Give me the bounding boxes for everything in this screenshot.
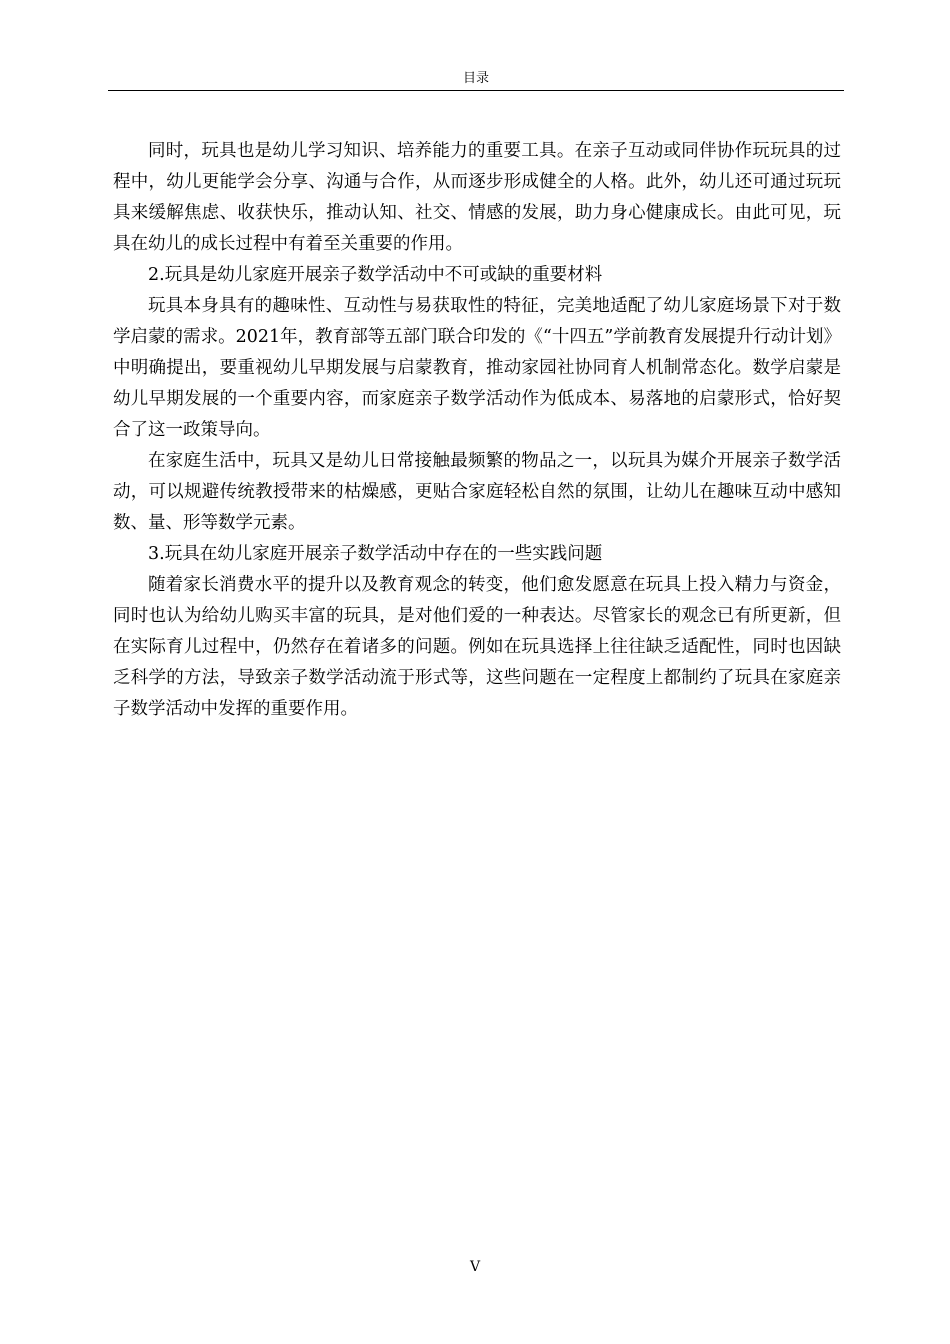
- paragraph-1: 同时，玩具也是幼儿学习知识、培养能力的重要工具。在亲子互动或同伴协作玩玩具的过程中，幼儿更能学会分享、沟通与合作，从而逐步形成健全的人格。此外，幼儿还可通过玩玩具来缓解焦虑、收获快乐，推动认知、社交、情感的发展，助力身心健康成长。由此可见，玩具在幼儿的成长过程中有着至关重要的作用。: [113, 141, 841, 254]
- section-heading-2: 2.玩具是幼儿家庭开展亲子数学活动中不可或缺的重要材料: [148, 265, 603, 285]
- header-title: 目录: [462, 71, 489, 86]
- page-number: V: [469, 1259, 481, 1275]
- page-footer: [0, 1258, 950, 1276]
- section-heading-3: 3.玩具在幼儿家庭开展亲子数学活动中存在的一些实践问题: [148, 544, 603, 564]
- paragraph-2: 玩具本身具有的趣味性、互动性与易获取性的特征，完美地适配了幼儿家庭场景下对于数学启蒙的需求。2021年，教育部等五部门联合印发的《“十四五”学前教育发展提升行动计划》中明确提出，要重视幼儿早期发展与启蒙教育，推动家园社协同育人机制常态化。数学启蒙是幼儿早期发展的一个重要内容，而家庭亲子数学活动作为低成本、易落地的启蒙形式，恰好契合了这一政策导向。: [113, 296, 841, 440]
- paragraph-4: 随着家长消费水平的提升以及教育观念的转变，他们愈发愿意在玩具上投入精力与资金，同时也认为给幼儿购买丰富的玩具，是对他们爱的一种表达。尽管家长的观念已有所更新，但在实际育儿过程中，仍然存在着诸多的问题。例如在玩具选择上往往缺乏适配性，同时也因缺乏科学的方法，导致亲子数学活动流于形式等，这些问题在一定程度上都制约了玩具在家庭亲子数学活动中发挥的重要作用。: [113, 575, 841, 719]
- document-body: [113, 136, 841, 725]
- paragraph-3: 在家庭生活中，玩具又是幼儿日常接触最频繁的物品之一，以玩具为媒介开展亲子数学活动，可以规避传统教授带来的枯燥感，更贴合家庭轻松自然的氛围，让幼儿在趣味互动中感知数、量、形等数学元素。: [113, 451, 841, 533]
- page-header: [108, 70, 844, 91]
